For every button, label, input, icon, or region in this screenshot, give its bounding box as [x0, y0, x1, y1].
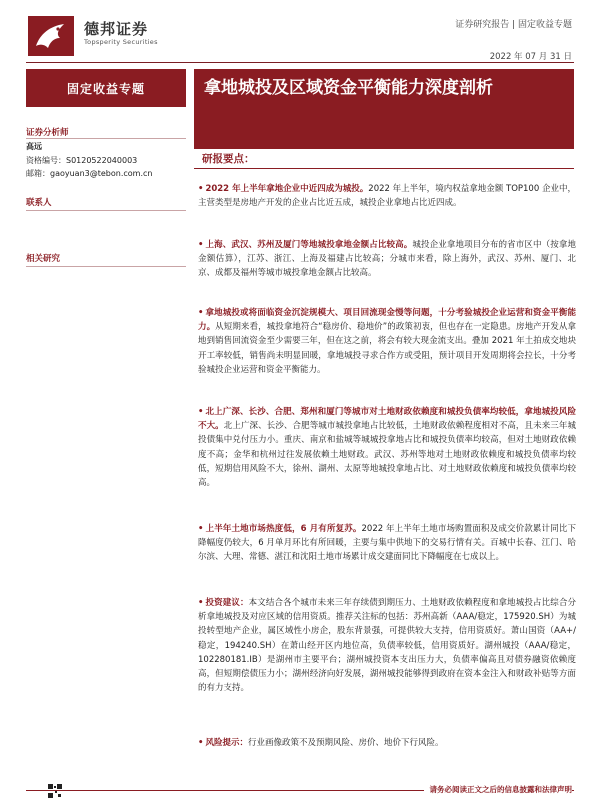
- footer-disclaimer: 请务必阅读正文之后的信息披露和法律声明: [424, 784, 573, 795]
- bullet-marker: •: [198, 184, 204, 194]
- contact-heading: 联系人: [26, 198, 52, 208]
- summary-bullet: [198, 522, 576, 565]
- company-logo-icon: [28, 16, 74, 56]
- analyst-heading: 证券分析师: [26, 128, 69, 138]
- bullet-highlight: 2022 年上半年拿地企业中近四成为城投。: [205, 184, 369, 194]
- summary-bullet: [198, 596, 576, 695]
- sidebar-divider: [26, 138, 186, 139]
- logo-english-name: Topsperity Securities: [84, 38, 158, 46]
- bullet-marker: •: [198, 407, 204, 417]
- bullet-marker: •: [198, 598, 204, 608]
- summary-bullet: [198, 405, 576, 490]
- bullet-text: 本文结合各个城市未来三年存续债到期压力、土地财政依赖程度和拿地城投占比综合分析拿地城投及对应区域的信用资质。推荐关注标的包括：苏州高新（AAA/稳定，175920.SH）为城投转型地产企业，属区域性小房企，股东背景强，可提供较大支持，信用资质好。萧山国资（AA+/稳定，194240.SH）在萧山经开区内地位高，负债率较低，信用资质好。湖州城投（AAA/稳定，102280181.IB）是湖州市主要平台；湖州城投资本支出压力大，负债率偏高且对债券融资依赖度高，但短期偿债压力小；湖州经济向好发展，湖州城投能够得到政府在资本金注入和财政补贴等方面的有力支持。: [198, 598, 576, 694]
- bullet-text: 从短期来看，城投拿地符合“稳房价、稳地价”的政策初衷，但也存在一定隐患。房地产开发从拿地到销售回流资金至少需要三年，但在这之前，将会有较大现金流支出。叠加 2021 年土拍成交地块开工率较低，销售尚未明显回暖，拿地城投寻求合作方或受阻，预计项目开发周期将会拉长，十分考验城投企业运营和资金平衡能力。: [198, 322, 576, 375]
- bullet-marker: •: [198, 240, 204, 250]
- sidebar-divider: [26, 266, 186, 267]
- bullet-text: 北上广深、长沙、合肥等城市城投拿地占比较低，土地财政依赖程度相对不高，且未来三年城投债集中兑付压力小。重庆、南京和盐城等城城投拿地占比和城投负债率均较高，但对土地财政依赖度不高；金华和杭州过往发展依赖土地财政。武汉、苏州等地对土地财政依赖度和城投负债率均较低，短期信用风险不大，徐州、湖州、太原等地城投拿地占比、对土地财政依赖度和城投负债率均较高。: [198, 421, 576, 489]
- bullet-text: 行业画像政策不及预期风险、房价、地价下行风险。: [247, 738, 444, 748]
- summary-bullet: [198, 182, 576, 210]
- summary-divider: [194, 168, 574, 169]
- summary-bullet: [198, 306, 576, 377]
- bullet-highlight: 上半年土地市场热度低，6 月有所复苏。: [205, 524, 362, 534]
- analyst-name: 高远: [26, 142, 42, 151]
- summary-label: 研报要点：: [202, 153, 255, 165]
- analyst-email[interactable]: 邮箱：gaoyuan3@tebon.com.cn: [26, 169, 153, 178]
- logo-chinese-name: 德邦证券: [84, 20, 149, 38]
- report-type-label: 证券研究报告 | 固定收益专题: [455, 20, 572, 30]
- bullet-marker: •: [198, 738, 204, 748]
- qr-code-icon: [48, 784, 62, 798]
- bullet-marker: •: [198, 308, 204, 318]
- bullet-highlight: 风险提示：: [205, 738, 248, 748]
- category-banner: 固定收益专题: [26, 69, 186, 107]
- sidebar-divider: [26, 210, 186, 211]
- related-research-heading: 相关研究: [26, 254, 61, 264]
- bullet-text: 城投企业拿地项目分布的省市区中（按拿地金额估算），江苏、浙江、上海及福建占比较高；分城市来看，除上海外，武汉、苏州、厦门、北京、成都及福州等城市城投拿地金额占比较高。: [198, 240, 576, 279]
- bullet-highlight: 北上广深、长沙、合肥、郑州和厦门等城市对土地财政依赖度和城投负债率均较低，拿地城投风险不大。: [198, 407, 576, 432]
- report-date: 2022 年 07 月 31 日: [489, 52, 572, 62]
- summary-bullet: [198, 736, 576, 750]
- bullet-highlight: 上海、武汉、苏州及厦门等地城投拿地金额占比较高。: [205, 240, 413, 250]
- analyst-certificate: 资格编号：S0120522040003: [26, 156, 138, 165]
- summary-bullet: [198, 238, 576, 281]
- header-divider: [26, 62, 574, 63]
- bullet-highlight: 拿地城投或将面临资金沉淀规模大、项目回流现金慢等问题，十分考验城投企业运营和资金平衡能力。: [198, 308, 576, 333]
- bullet-marker: •: [198, 524, 204, 534]
- report-title: 拿地城投及区域资金平衡能力深度剖析: [204, 78, 493, 98]
- bullet-highlight: 投资建议：: [205, 598, 249, 608]
- bullet-text: 2022 年上半年，境内权益拿地金额 TOP100 企业中，主营类型是房地产开发的企业占比近五成，城投企业拿地占比近四成。: [198, 184, 576, 209]
- bullet-text: 2022 年上半年土地市场购置面积及成交价款累计同比下降幅度仍较大，6 月单月环比有所回暖，主要与集中供地下的交易行情有关。百城中长春、江门、哈尔滨、大理、常德、湛江和沈阳土地市场累计成交建面同比下降幅度在七成以上。: [198, 524, 576, 563]
